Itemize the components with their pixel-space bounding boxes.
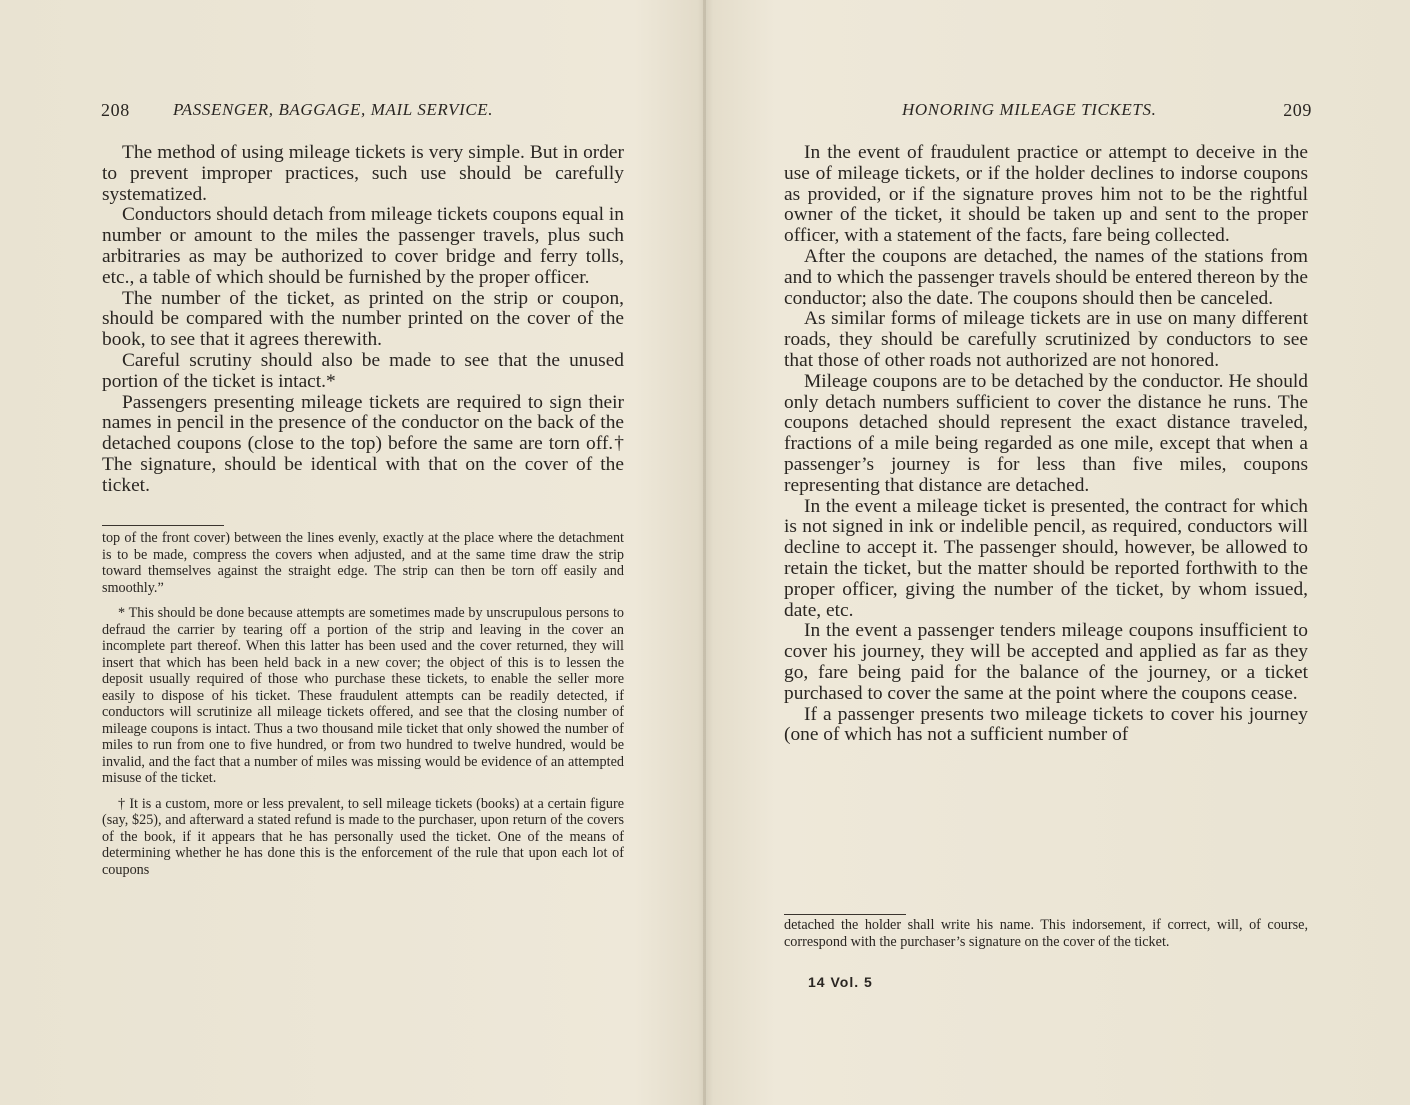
left-footnote-asterisk: * This should be done because attempts are sometimes made by unscrupulous persons to defraud the carrier by tearing off a portion of the strip and leaving in the cover an incomplete part thereof. When this latter has been used and the cover returned, they will insert that which has been held back in a new cover; the object of this is to lessen the deposit usually required of those who purchase these tickets, to enable the seller more easily to dispose of his ticket. These fraudulent attempts can be readily detected, if conductors will scrutinize all mileage tickets offered, and see that the closing number of mileage coupons is intact. Thus a two thousand mile ticket that only showed the number of miles to run from one to five hundred, or from two hundred to twelve hundred, would be invalid, and the fact that a number of miles was missing would be evidence of an attempted misuse of the ticket. [102,605,624,786]
right-footnote-continued: detached the holder shall write his name. This indorsement, if correct, will, of course, correspond with the purchaser’s signature on the cover of the ticket. [784,917,1308,950]
right-footnotes [784,917,1308,959]
right-running-title: HONORING MILEAGE TICKETS. [902,100,1157,119]
left-paragraph-2: Conductors should detach from mileage tickets coupons equal in number or amount to the miles the passenger travels, plus such arbitraries as may be authorized to cover bridge and ferry tolls, etc., a table of which should be furnished by the proper officer. [102,204,624,288]
left-page-number: 208 [101,100,130,120]
right-paragraph-6: In the event a passenger tenders mileage coupons insufficient to cover his journey, they will be accepted and applied as far as they go, fare being paid for the balance of the journey, or a ticket purchased to cover the same at the point where the coupons cease. [784,620,1308,704]
right-body-text [784,143,1308,746]
left-footnote-dagger: † It is a custom, more or less prevalent, to sell mileage tickets (books) at a certain figure (say, $25), and afterward a stated refund is made to the purchaser, upon return of the covers of the book, if it appears that he has personally used the ticket. One of the means of determining whether he has done this is the enforcement of the rule that upon each lot of coupons [102,795,624,878]
left-running-title: PASSENGER, BAGGAGE, MAIL SERVICE. [173,100,494,119]
right-footnote-rule [784,914,906,915]
left-paragraph-3: The number of the ticket, as printed on the strip or coupon, should be compared with the number printed on the cover of the book, to see that it agrees therewith. [102,287,624,351]
left-page [0,0,703,1105]
left-footnote-rule [102,525,224,526]
signature-mark: 14 Vol. 5 [808,974,873,990]
left-paragraph-4: Careful scrutiny should also be made to see that the unused portion of the ticket is intact.* [102,349,624,392]
right-paragraph-3: As similar forms of mileage tickets are in use on many different roads, they should be carefully scrutinized by conductors to see that those of other roads not authorized are not honored. [784,308,1308,371]
left-footnote-continued: top of the front cover) between the lines evenly, exactly at the place where the detachment is to be made, compress the covers when adjusted, and at the same time draw the strip toward themselves against the straight edge. The strip can then be torn off easily and smoothly.” [102,530,624,596]
left-paragraph-1: The method of using mileage tickets is very simple. But in order to prevent improper practices, such use should be carefully systematized. [102,142,624,205]
right-paragraph-1: In the event of fraudulent practice or attempt to deceive in the use of mileage tickets, or if the holder declines to indorse coupons as provided, or if the signature proves him not to be the rightful owner of the ticket, it should be taken up and sent to the proper officer, with a statement of the facts, fare being collected. [784,142,1308,247]
left-footnotes [102,530,624,887]
right-paragraph-5: In the event a mileage ticket is presented, the contract for which is not signed in ink or indelible pencil, as required, conductors will decline to accept it. The passenger should, however, be allowed to retain the ticket, but the matter should be reported forthwith to the proper officer, giving the number of the ticket, by whom issued, date, etc. [784,495,1308,621]
right-paragraph-7: If a passenger presents two mileage tickets to cover his journey (one of which has not a sufficient number of [784,703,1308,746]
left-body-text [102,143,624,497]
right-paragraph-2: After the coupons are detached, the names of the stations from and to which the passenger travels should be entered thereon by the conductor; also the date. The coupons should then be canceled. [784,245,1308,309]
right-paragraph-4: Mileage coupons are to be detached by the conductor. He should only detach numbers sufficient to cover the distance he runs. The coupons detached should represent the exact distance traveled, fractions of a mile being regarded as one mile, except that when a passenger’s journey is for less than five miles, coupons representing that distance are detached. [784,370,1308,496]
right-page [706,0,1410,1105]
right-page-number: 209 [1283,100,1312,120]
left-paragraph-5: Passengers presenting mileage tickets are required to sign their names in pencil in the presence of the conductor on the back of the detached coupons (close to the top) before the same are torn off.† The signature, should be identical with that on the cover of the ticket. [102,391,624,496]
